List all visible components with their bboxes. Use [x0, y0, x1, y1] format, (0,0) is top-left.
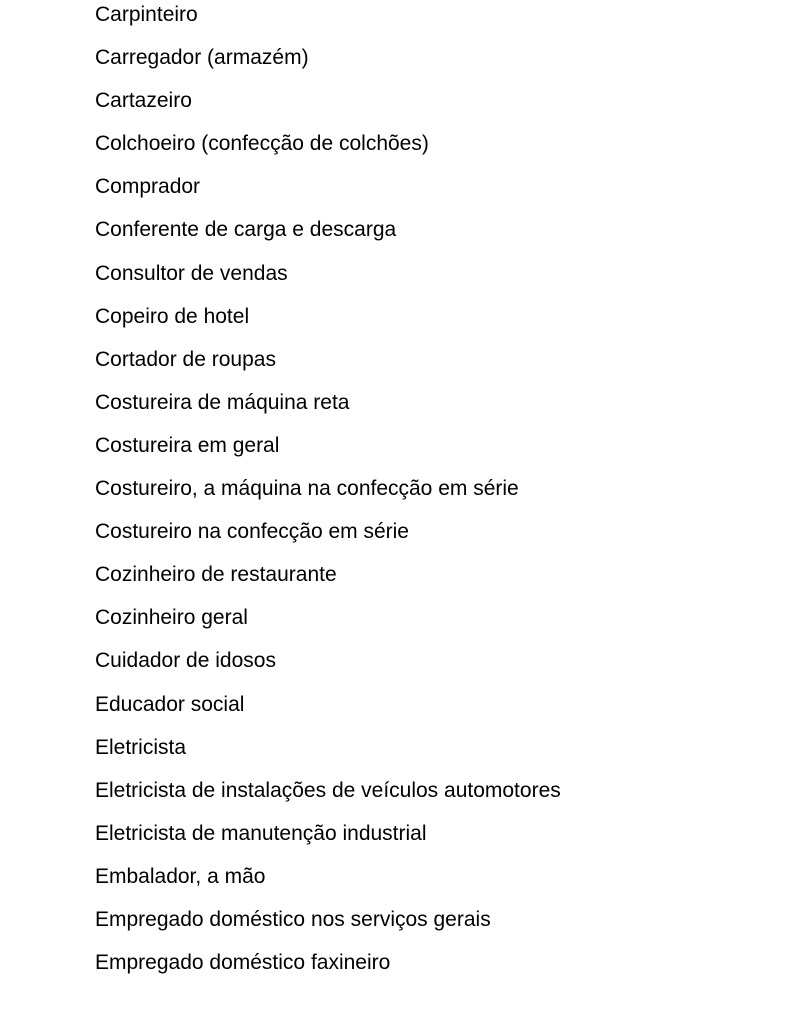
list-item: Copeiro de hotel: [95, 304, 250, 328]
list-item: Carpinteiro: [95, 3, 198, 26]
list-item: Conferente de carga e descarga: [95, 218, 397, 242]
list-item: Eletricista de instalações de veículos automotores: [95, 778, 561, 802]
list-item: Colchoeiro (confecção de colchões): [95, 132, 429, 156]
list-item: Cuidador de idosos: [95, 649, 276, 673]
list-item: Empregado doméstico faxineiro: [95, 951, 391, 975]
list-item: Costureira de máquina reta: [95, 390, 350, 414]
list-item: Cozinheiro de restaurante: [95, 563, 337, 587]
list-item: Cartazeiro: [95, 89, 192, 113]
occupation-list: [95, 0, 561, 991]
list-item: Cozinheiro geral: [95, 606, 248, 630]
list-item: Empregado doméstico nos serviços gerais: [95, 907, 491, 931]
list-item: Cortador de roupas: [95, 347, 276, 371]
list-item: Embalador, a mão: [95, 864, 266, 888]
list-item: Comprador: [95, 175, 201, 199]
list-item: Eletricista: [95, 735, 187, 759]
list-item: Costureira em geral: [95, 433, 280, 457]
list-item: Eletricista de manutenção industrial: [95, 821, 427, 845]
list-item: Carregador (armazém): [95, 46, 309, 70]
list-item: Educador social: [95, 692, 245, 716]
list-item: Consultor de vendas: [95, 261, 288, 285]
list-item: Costureiro, a máquina na confecção em série: [95, 477, 519, 501]
list-item: Costureiro na confecção em série: [95, 520, 409, 544]
